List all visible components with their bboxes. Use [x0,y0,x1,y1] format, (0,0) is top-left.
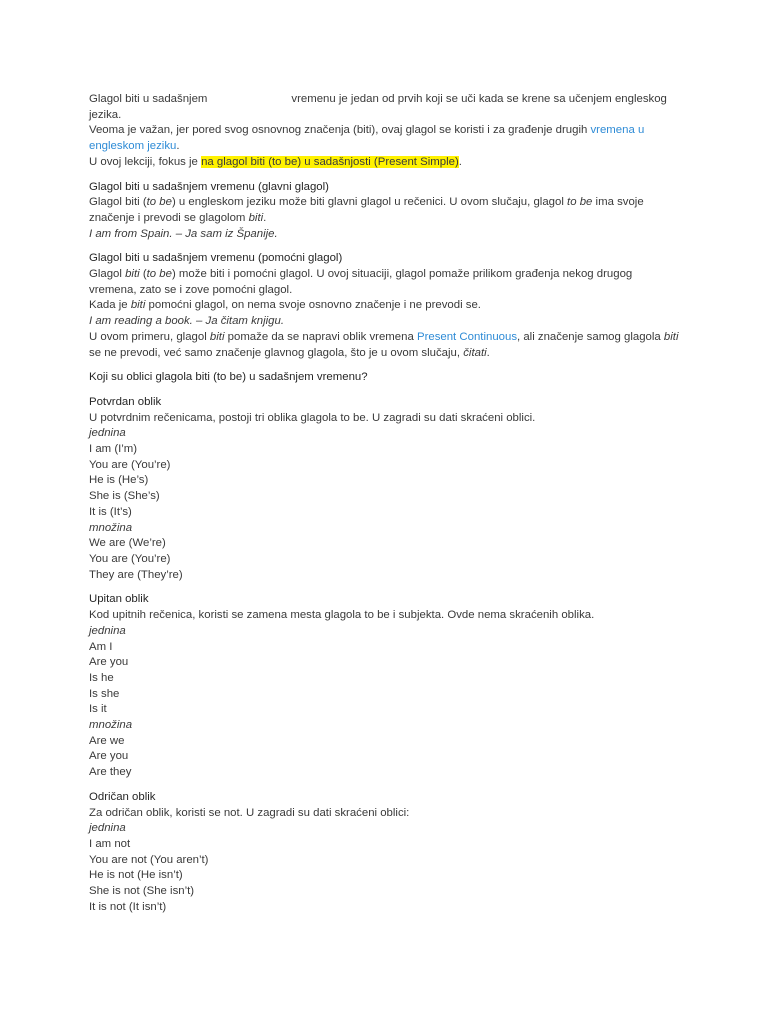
text: Kada je [89,299,131,312]
section-title-aux-verb: Glagol biti u sadašnjem vremenu (pomoćni glagol) [89,252,343,265]
intro-paragraph-3 [89,155,679,171]
text: biti [130,299,146,312]
text: pomoćni glagol, on nema svoje osnovno značenje i ne prevodi se. [145,299,481,312]
label-text: jednina [89,822,126,835]
text: , ali značenje samog glagola [517,330,664,343]
label-text: množina [89,521,133,534]
label-text: jednina [89,427,126,440]
text: pomaže da se napravi oblik vremena [224,330,417,343]
highlighted-text: na glagol biti (to be) u sadašnjosti (Present Simple) [201,155,459,168]
intro-text: . [458,155,462,168]
affirmative-description: U potvrdnim rečenicama, postoji tri oblika glagola to be. U zagradi su dati skraćeni oblici. [89,411,536,424]
interrogative-description: Kod upitnih rečenica, koristi se zamena mesta glagola to be i subjekta. Ovde nema skraćenih oblika. [89,609,595,622]
intro-text: Veoma je važan, jer pored svog osnovnog značenja (biti), ovaj glagol se koristi i za građenje drugih [89,124,591,137]
list-item: You are not (You aren’t) [89,853,209,866]
list-item: He is not (He isn’t) [89,869,183,882]
list-item: Are we [89,734,125,747]
text: . [263,211,267,224]
subhead-affirmative: Potvrdan oblik [89,395,162,408]
text: se ne prevodi, već samo značenje glavnog glagola, što je u ovom slučaju, [89,346,464,359]
list-item: She is (She’s) [89,490,160,503]
list-item: She is not (She isn’t) [89,885,195,898]
plural-label [89,521,679,537]
example-text: I am from Spain. – Ja sam iz Španije. [89,227,278,240]
section-title-forms: Koji su oblici glagola biti (to be) u sadašnjem vremenu? [89,371,368,384]
singular-label [89,426,679,442]
intro-text: vremenu je jedan od prvih koji se uči kada se krene sa učenjem engleskog jezika. [89,93,667,121]
text: to be [146,268,172,281]
main-verb-example [89,227,679,243]
aux-verb-paragraph-1 [89,267,679,298]
text: biti [663,330,679,343]
list-item: I am (I’m) [89,443,138,456]
example-text: I am reading a book. – Ja čitam knjigu. [89,315,285,328]
text: ( [139,268,147,281]
label-text: jednina [89,624,126,637]
list-item: Are you [89,750,129,763]
list-item: Am I [89,640,113,653]
list-item: Are they [89,766,132,779]
list-item: Is she [89,687,120,700]
link-present-continuous[interactable]: Present Continuous [416,330,518,343]
singular-label [89,821,679,837]
list-item: It is not (It isn’t) [89,900,167,913]
aux-verb-example [89,314,679,330]
list-item: It is (It’s) [89,505,132,518]
aux-verb-paragraph-3 [89,330,679,361]
list-item: He is (He’s) [89,474,149,487]
negative-description: Za odričan oblik, koristi se not. U zagradi su dati skraćeni oblici: [89,806,410,819]
link-vremena[interactable]: vremena u engleskom jeziku [89,124,645,153]
list-item: I am not [89,837,131,850]
list-item: Are you [89,656,129,669]
section-title-main-verb: Glagol biti u sadašnjem vremenu (glavni glagol) [89,180,329,193]
text: U ovom primeru, glagol [89,330,210,343]
text: to be [567,196,593,209]
list-item: You are (You’re) [89,458,171,471]
list-item: They are (They’re) [89,568,183,581]
intro-paragraph-2 [89,123,679,154]
plural-label [89,718,679,734]
intro-text: . [176,140,180,153]
text: biti [209,330,225,343]
text: ) može biti i pomoćni glagol. U ovoj situaciji, glagol pomaže prilikom građenja nekog drugog vremena, zato se i zove pomoćni glagol. [89,268,633,296]
list-item: Is it [89,703,107,716]
text: Glagol [89,268,126,281]
intro-text: U ovoj lekciji, fokus je [89,155,202,168]
text: Glagol biti ( [89,196,147,209]
main-verb-paragraph [89,195,679,226]
intro-text: Glagol biti u sadašnjem [89,93,208,105]
list-item: Is he [89,671,114,684]
list-item: You are (You’re) [89,552,171,565]
text: ) u engleskom jeziku može biti glavni glagol u rečenici. U ovom slučaju, glagol [171,196,568,209]
aux-verb-paragraph-2 [89,298,679,314]
intro-paragraph-1 [89,92,679,123]
subhead-interrogative: Upitan oblik [89,593,149,606]
list-item: We are (We’re) [89,537,166,550]
text: to be [146,196,172,209]
singular-label [89,624,679,640]
document-body [89,92,679,915]
text: biti [248,211,264,224]
text: . [486,346,490,359]
subhead-negative: Odričan oblik [89,790,156,803]
text: biti [125,268,140,281]
label-text: množina [89,719,133,732]
text: ima svoje značenje i prevodi se glagolom [89,196,644,224]
text: čitati [463,346,487,359]
